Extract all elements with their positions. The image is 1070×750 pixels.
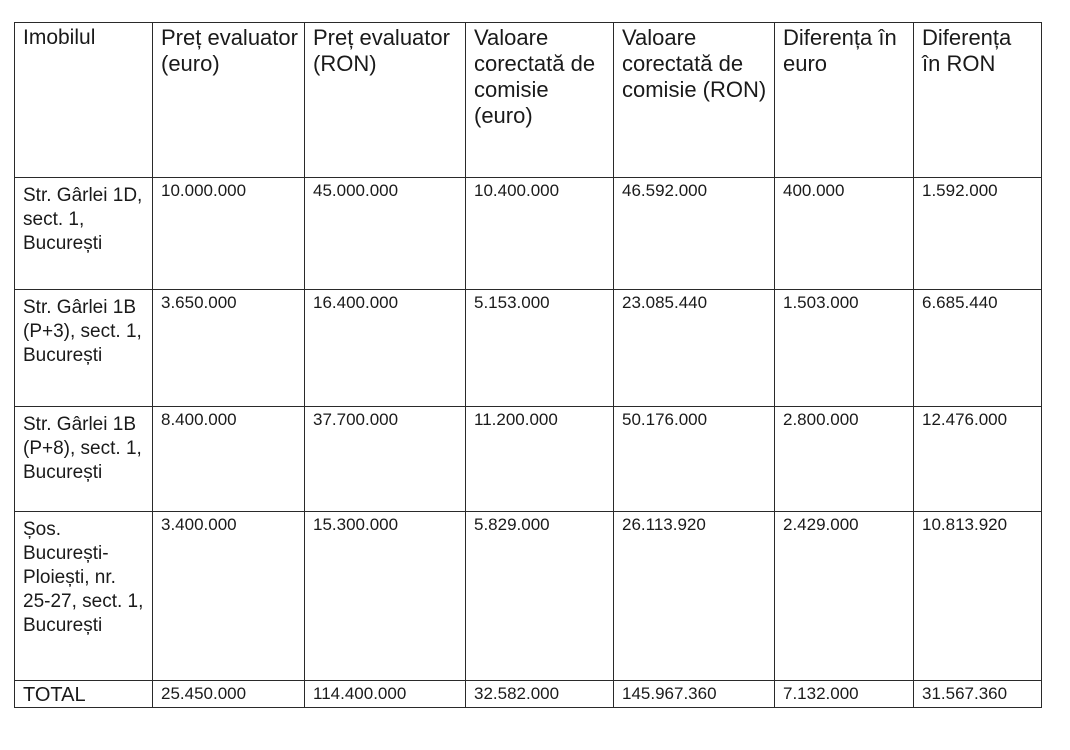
table-cell: 16.400.000 bbox=[305, 290, 466, 407]
table-header-row bbox=[15, 23, 1042, 178]
header-cell-pret-euro bbox=[153, 23, 305, 178]
table-cell: 23.085.440 bbox=[614, 290, 775, 407]
header-label: Diferența în euro bbox=[783, 25, 897, 76]
table-cell: Str. Gârlei 1B (P+8), sect. 1, București bbox=[15, 407, 153, 512]
table-cell: 10.400.000 bbox=[466, 178, 614, 290]
table-cell: Str. Gârlei 1B (P+3), sect. 1, București bbox=[15, 290, 153, 407]
header-label: Preț evaluator (euro) bbox=[161, 25, 298, 76]
table-row bbox=[15, 178, 1042, 290]
table-cell: 1.592.000 bbox=[914, 178, 1042, 290]
table-cell: 7.132.000 bbox=[775, 681, 914, 708]
table-cell: 1.503.000 bbox=[775, 290, 914, 407]
header-cell-imobilul bbox=[15, 23, 153, 178]
header-label: Imobilul bbox=[23, 26, 96, 49]
table-total-row bbox=[15, 681, 1042, 708]
table-cell: Str. Gârlei 1D, sect. 1, București bbox=[15, 178, 153, 290]
table-cell: 11.200.000 bbox=[466, 407, 614, 512]
header-label: Valoare corectată de comisie (RON) bbox=[622, 25, 767, 102]
table-cell: 15.300.000 bbox=[305, 512, 466, 681]
header-cell-valoare-euro bbox=[466, 23, 614, 178]
header-cell-diferenta-euro bbox=[775, 23, 914, 178]
table-cell: 8.400.000 bbox=[153, 407, 305, 512]
table-cell: Șos. București-Ploiești, nr. 25-27, sect. 1, București bbox=[15, 512, 153, 681]
table-cell: 50.176.000 bbox=[614, 407, 775, 512]
table-cell: 26.113.920 bbox=[614, 512, 775, 681]
table-cell: 45.000.000 bbox=[305, 178, 466, 290]
table-cell: 32.582.000 bbox=[466, 681, 614, 708]
table-cell: 10.813.920 bbox=[914, 512, 1042, 681]
header-label: Valoare corectată de comisie (euro) bbox=[474, 25, 596, 128]
valuation-table bbox=[14, 22, 1042, 708]
table-cell: 5.829.000 bbox=[466, 512, 614, 681]
table-cell: 114.400.000 bbox=[305, 681, 466, 708]
table-row bbox=[15, 407, 1042, 512]
table-cell: 31.567.360 bbox=[914, 681, 1042, 708]
table-cell: 5.153.000 bbox=[466, 290, 614, 407]
header-cell-valoare-ron bbox=[614, 23, 775, 178]
table-cell: 10.000.000 bbox=[153, 178, 305, 290]
table-row bbox=[15, 512, 1042, 681]
table-cell: 145.967.360 bbox=[614, 681, 775, 708]
table-cell: 25.450.000 bbox=[153, 681, 305, 708]
table-cell: 2.800.000 bbox=[775, 407, 914, 512]
document-page bbox=[14, 22, 1042, 708]
header-label: Diferența în RON bbox=[922, 25, 1012, 76]
table-cell: 400.000 bbox=[775, 178, 914, 290]
header-label: Preț evaluator (RON) bbox=[313, 25, 450, 76]
header-cell-pret-ron bbox=[305, 23, 466, 178]
table-cell: 3.400.000 bbox=[153, 512, 305, 681]
table-row bbox=[15, 290, 1042, 407]
table-cell: 6.685.440 bbox=[914, 290, 1042, 407]
table-cell: 3.650.000 bbox=[153, 290, 305, 407]
table-cell: 2.429.000 bbox=[775, 512, 914, 681]
table-cell: 46.592.000 bbox=[614, 178, 775, 290]
header-cell-diferenta-ron bbox=[914, 23, 1042, 178]
total-label: TOTAL bbox=[15, 681, 153, 708]
table-cell: 37.700.000 bbox=[305, 407, 466, 512]
table-cell: 12.476.000 bbox=[914, 407, 1042, 512]
